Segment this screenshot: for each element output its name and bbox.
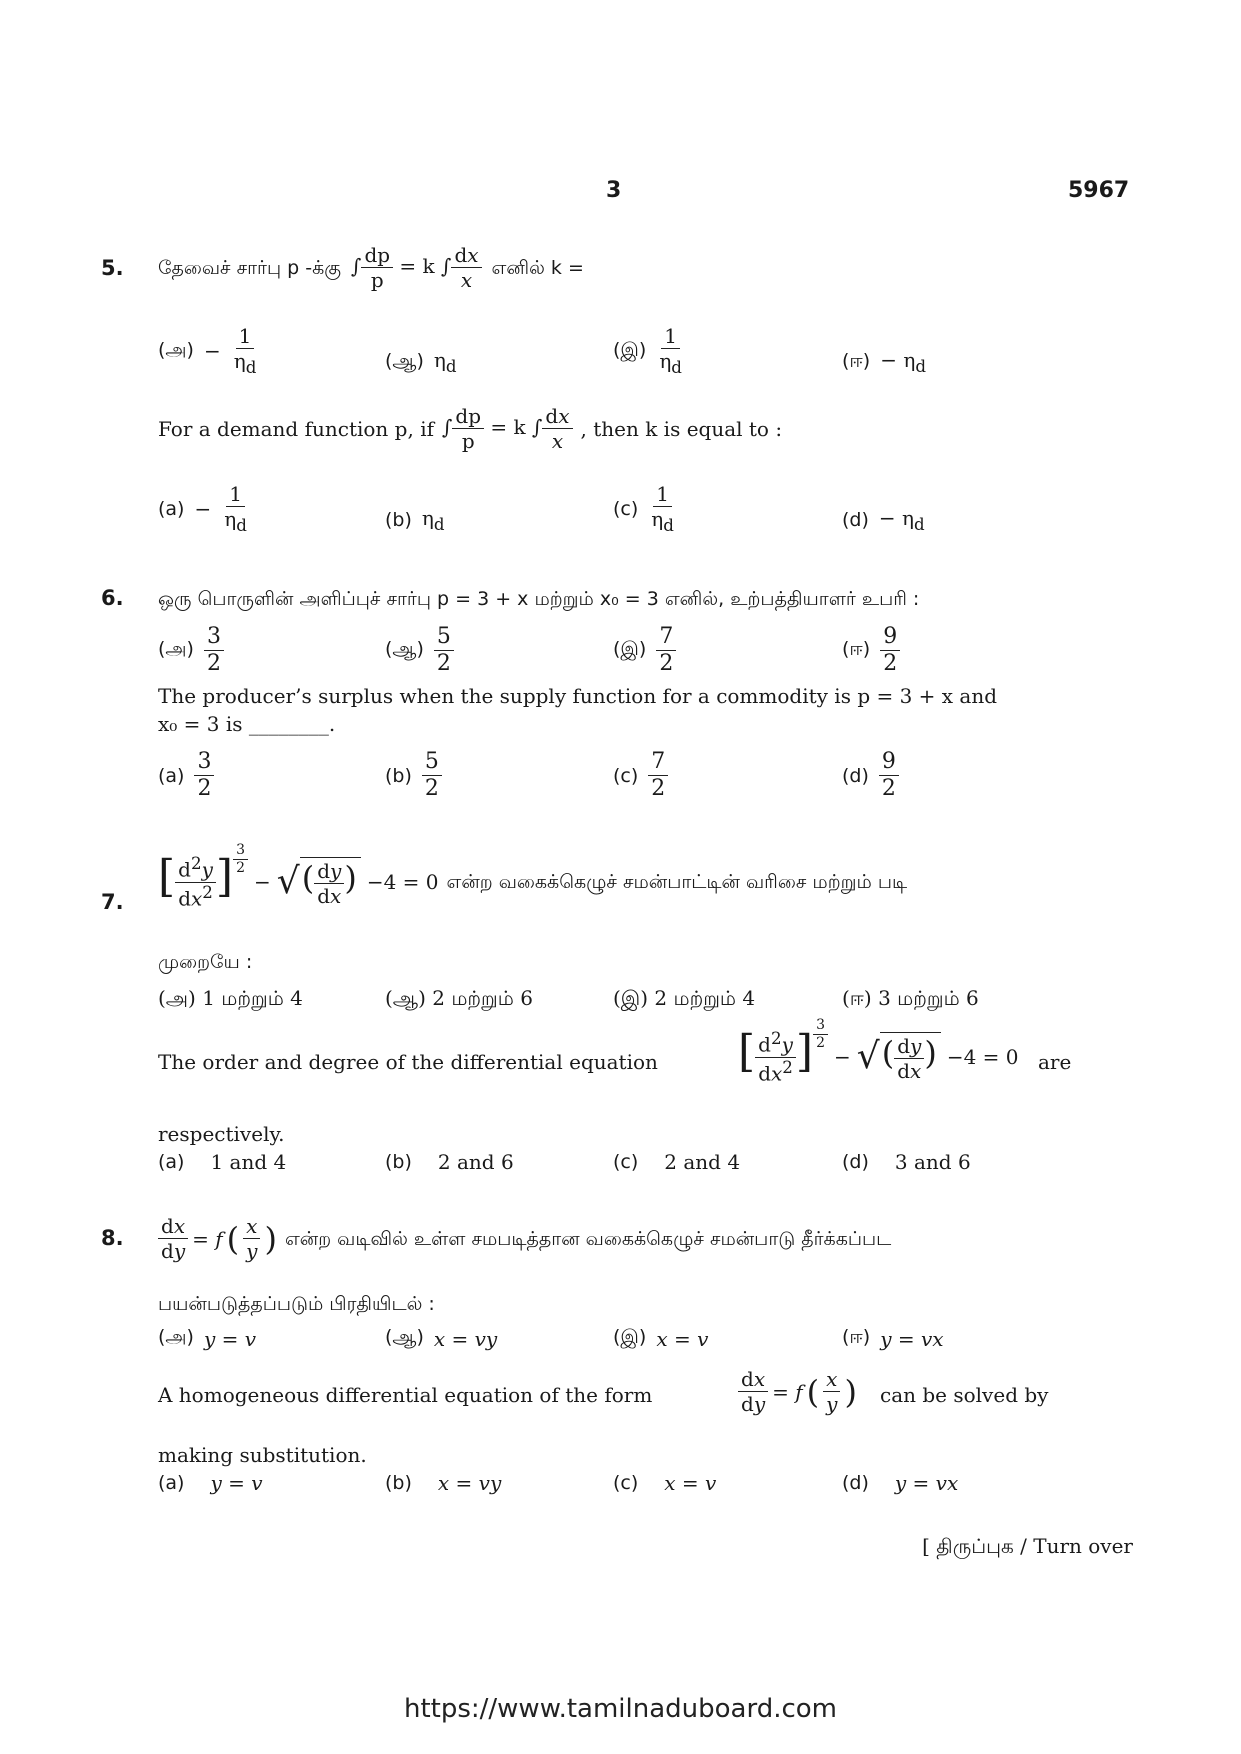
option-c[interactable] (613, 750, 668, 801)
option-d[interactable] (842, 625, 900, 676)
homogeneous-equation: $\frac{dx}{dy}$ = f ( $\frac{x}{y}$ ) (158, 1215, 277, 1262)
option-value: 2 and 6 (437, 1150, 514, 1174)
q6-english-line1: The producer’s surplus when the supply function for a commodity is p = 3 + x and (158, 684, 998, 708)
option-a[interactable] (158, 1150, 286, 1174)
option-label: (b) (385, 764, 412, 787)
fraction-numerator: 9 (880, 625, 900, 651)
question-number: 8. (101, 1226, 124, 1250)
page-number: 3 (606, 178, 622, 203)
integral-equation: ∫ $\frac{dp}{p}$ = k ∫ $\frac{dx}{x}$ (351, 244, 482, 291)
option-b[interactable] (385, 1326, 497, 1351)
option-value: x = vy (437, 1471, 502, 1495)
fraction-denominator: 2 (197, 776, 212, 802)
fraction-numerator: 5 (422, 750, 442, 776)
differential-equation: [ $\frac{d^2y}{dx^2}$ ] $\frac{3}{2}$ − √ ( $\frac{dy}{dx}$ ) −4 = 0 (158, 842, 439, 911)
option-label: (a) (158, 1472, 185, 1494)
option-d[interactable] (842, 1471, 958, 1495)
option-label: (d) (842, 509, 869, 531)
option-value: 3 and 6 (894, 1150, 971, 1174)
option-c[interactable] (613, 1150, 740, 1174)
option-label: (d) (842, 1151, 869, 1173)
q6-tamil-text: ஒரு பொருளின் அளிப்புச் சார்பு p = 3 + x மற்றும் x₀ = 3 எனில், உற்பத்தியாளர் உபரி : (158, 588, 920, 610)
option-value: y = v (210, 1471, 263, 1495)
q7-tamil-suffix: என்ற வகைக்கெழுச் சமன்பாட்டின் வரிசை மற்றும் படி (446, 871, 908, 894)
turn-over-note: [ திருப்புக / Turn over (922, 1534, 1133, 1558)
option-a[interactable] (158, 1471, 263, 1495)
fraction-denominator: 2 (424, 776, 439, 802)
q5-english-suffix: , then k is equal to : (580, 416, 783, 441)
differential-equation: [ $\frac{d^2y}{dx^2}$ ] $\frac{3}{2}$ − √ ( $\frac{dy}{dx}$ ) −4 = 0 (738, 1017, 1019, 1086)
fraction-denominator: 2 (883, 651, 898, 677)
option-value: x = v (656, 1326, 709, 1351)
q5-english-prefix: For a demand function p, if (158, 416, 434, 441)
question-number: 7. (101, 890, 124, 914)
option-b[interactable] (385, 625, 454, 676)
option-label: (a) (158, 764, 185, 787)
option-label: (ஆ) (385, 1326, 424, 1348)
option-c[interactable] (613, 625, 676, 676)
option-label: (அ) (158, 338, 194, 361)
q5-tamil-stem (158, 244, 584, 291)
option-value: y = v (203, 1326, 257, 1351)
option-c[interactable]: (c) $\frac{1}{\eta_d}$ (613, 482, 674, 535)
option-b[interactable]: (ஆ) $\eta_d$ (385, 348, 457, 376)
q8-english-suffix: can be solved by (880, 1383, 1049, 1407)
fraction-denominator: 2 (651, 776, 666, 802)
q5-tamil-suffix: எனில் k = (491, 256, 584, 279)
option-b[interactable] (385, 750, 442, 801)
question-number: 5. (101, 256, 124, 280)
option-b[interactable] (385, 1150, 514, 1174)
option-b[interactable] (385, 1471, 501, 1495)
option-value: x = v (664, 1471, 717, 1495)
option-label: (அ) (158, 638, 194, 661)
option-a[interactable]: (a) − $\frac{1}{\eta_d}$ (158, 482, 247, 535)
q8-english-prefix: A homogeneous differential equation of the form (158, 1383, 653, 1407)
q7-english-line2: respectively. (158, 1122, 285, 1146)
option-c[interactable] (613, 1326, 708, 1351)
fraction-numerator: 3 (194, 750, 214, 776)
option-value: 1 and 4 (210, 1150, 287, 1174)
fraction-denominator: 2 (881, 776, 896, 802)
option-value: y = vx (894, 1471, 959, 1495)
fraction-numerator: 3 (204, 625, 224, 651)
option-label: (b) (385, 1151, 412, 1173)
option-value: x = vy (433, 1326, 498, 1351)
source-url[interactable]: https://www.tamilnaduboard.com (403, 1694, 838, 1724)
option-label: (a) (158, 1151, 185, 1173)
homogeneous-equation: $\frac{dx}{dy}$ = f ( $\frac{x}{y}$ ) (738, 1368, 857, 1415)
option-value: 2 and 4 (664, 1150, 741, 1174)
option-label: (ஈ) (842, 1326, 871, 1348)
option-d[interactable] (842, 750, 899, 801)
option-label: (a) (158, 498, 185, 521)
q5-tamil-prefix: தேவைச் சார்பு p -க்கு (158, 256, 342, 279)
option-label: (அ) (158, 1326, 194, 1348)
option-d[interactable]: (ஈ) − $\eta_d$ (842, 348, 927, 376)
option-label: (ஈ) (842, 349, 871, 372)
option-c[interactable] (613, 1471, 716, 1495)
option-label: (d) (842, 764, 869, 787)
option-label: (இ) (613, 1326, 647, 1348)
option-c[interactable]: (இ) 2 மற்றும் 4 (613, 986, 756, 1010)
option-label: (c) (613, 1472, 639, 1494)
q7-tamil-line2: முறையே : (158, 951, 253, 973)
option-label: (c) (613, 764, 639, 787)
q7-english-prefix: The order and degree of the differential equation (158, 1050, 658, 1074)
q6-english-line2: x₀ = 3 is ________. (158, 712, 336, 736)
fraction-denominator: 2 (436, 651, 451, 677)
fraction-denominator: 2 (206, 651, 221, 677)
paper-code: 5967 (1068, 178, 1130, 203)
option-b[interactable]: (ஆ) 2 மற்றும் 6 (385, 986, 533, 1010)
q8-english-line2: making substitution. (158, 1443, 367, 1467)
q8-tamil-stem (158, 1215, 891, 1262)
option-a[interactable] (158, 625, 224, 676)
option-d[interactable]: (ஈ) 3 மற்றும் 6 (842, 986, 979, 1010)
q5-english-stem (158, 405, 782, 452)
option-label: (இ) (613, 338, 647, 361)
fraction-numerator: 5 (434, 625, 454, 651)
fraction-numerator: 9 (879, 750, 899, 776)
option-label: (d) (842, 1472, 869, 1494)
option-d[interactable]: (d) − $\eta_d$ (842, 506, 925, 534)
option-b[interactable]: (b) $\eta_d$ (385, 506, 445, 534)
option-a[interactable]: (அ) − $\frac{1}{\eta_d}$ (158, 324, 257, 377)
option-a[interactable]: (அ) 1 மற்றும் 4 (158, 986, 303, 1010)
fraction-numerator: 7 (656, 625, 676, 651)
option-label: (b) (385, 1472, 412, 1494)
q7-tamil-stem (158, 842, 908, 911)
question-number: 6. (101, 586, 124, 610)
option-label: (ஆ) (385, 349, 424, 372)
fraction-denominator: 2 (659, 651, 674, 677)
option-a[interactable] (158, 1326, 256, 1351)
q8-tamil-line2: பயன்படுத்தப்படும் பிரதியிடல் : (158, 1293, 435, 1315)
option-d[interactable] (842, 1326, 944, 1351)
option-label: (c) (613, 498, 639, 521)
q8-tamil-suffix: என்ற வடிவில் உள்ள சமபடித்தான வகைக்கெழுச் சமன்பாடு தீர்க்கப்பட (284, 1227, 892, 1250)
option-c[interactable]: (இ) $\frac{1}{\eta_d}$ (613, 324, 682, 377)
option-label: (c) (613, 1151, 639, 1173)
option-label: (b) (385, 509, 412, 531)
option-value: y = vx (880, 1326, 944, 1351)
integral-equation: ∫ $\frac{dp}{p}$ = k ∫ $\frac{dx}{x}$ (442, 405, 573, 452)
option-label: (ஆ) (385, 638, 424, 661)
option-label: (இ) (613, 638, 647, 661)
q7-english-suffix: are (1038, 1050, 1072, 1074)
fraction-numerator: 7 (648, 750, 668, 776)
option-d[interactable] (842, 1150, 971, 1174)
option-label: (ஈ) (842, 638, 871, 661)
option-a[interactable] (158, 750, 214, 801)
